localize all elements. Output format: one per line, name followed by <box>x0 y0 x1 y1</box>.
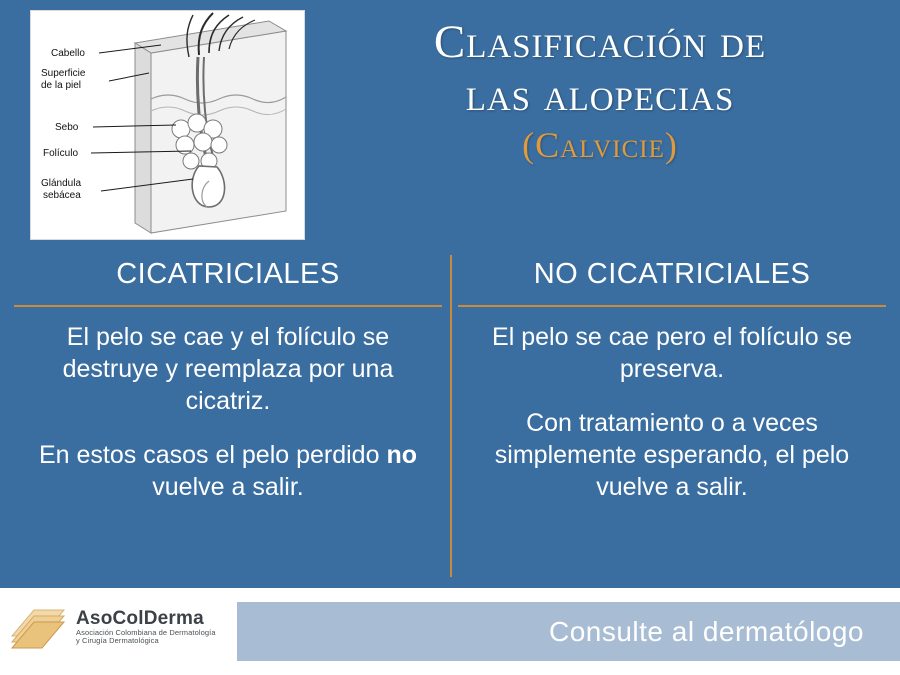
paragraph-left-2 <box>20 439 436 503</box>
svg-text:Sebo: Sebo <box>55 122 79 133</box>
title-block <box>320 16 880 166</box>
paragraph-right-1: El pelo se cae pero el folículo se preserva. <box>492 323 852 383</box>
svg-text:Folículo: Folículo <box>43 148 79 159</box>
footer-bar <box>0 588 900 675</box>
logo-sub-2: y Cirugía Dermatológica <box>76 635 159 645</box>
consult-bar <box>237 602 900 661</box>
svg-text:de la piel: de la piel <box>41 80 82 91</box>
columns-area <box>0 250 900 580</box>
title-subtitle: (Calvicie) <box>522 125 678 166</box>
svg-text:sebácea: sebácea <box>43 190 81 201</box>
paragraph-right-2: Con tratamiento o a veces simplemente esperando, el pelo vuelve a salir. <box>494 409 850 501</box>
svg-text:Superficie: Superficie <box>41 68 86 79</box>
title-line-1: Clasificación de <box>433 16 767 68</box>
consult-text: Consulte al dermatólogo <box>548 615 864 647</box>
paragraph-left-1: El pelo se cae y el folículo se destruye y reemplaza por una cicatriz. <box>62 323 394 415</box>
logo-mark-icon <box>8 602 68 652</box>
paragraph-left-2-before: En estos casos el pelo perdido <box>39 441 387 469</box>
title-line-2: las alopecias <box>465 69 735 122</box>
column-body-right <box>452 321 892 503</box>
skin-diagram <box>30 10 305 240</box>
logo-text <box>76 609 216 645</box>
heading-rule-left <box>14 305 442 307</box>
label-cabello: Cabello <box>51 48 85 59</box>
column-heading-right: NO CICATRICIALES <box>533 258 811 290</box>
heading-rule-right <box>458 305 886 307</box>
paragraph-left-2-after: vuelve a salir. <box>152 473 304 501</box>
logo-sub-1: Asociación Colombiana de Dermatología <box>76 628 216 638</box>
paragraph-left-2-bold: no <box>386 441 417 469</box>
asocolderma-logo <box>8 602 216 652</box>
column-no-cicatriciales <box>452 250 892 503</box>
column-cicatriciales <box>8 250 448 503</box>
column-heading-left: CICATRICIALES <box>116 258 340 290</box>
logo-name: AsoColDerma <box>76 608 204 630</box>
column-body-left <box>8 321 448 503</box>
svg-text:Glándula: Glándula <box>41 178 82 189</box>
